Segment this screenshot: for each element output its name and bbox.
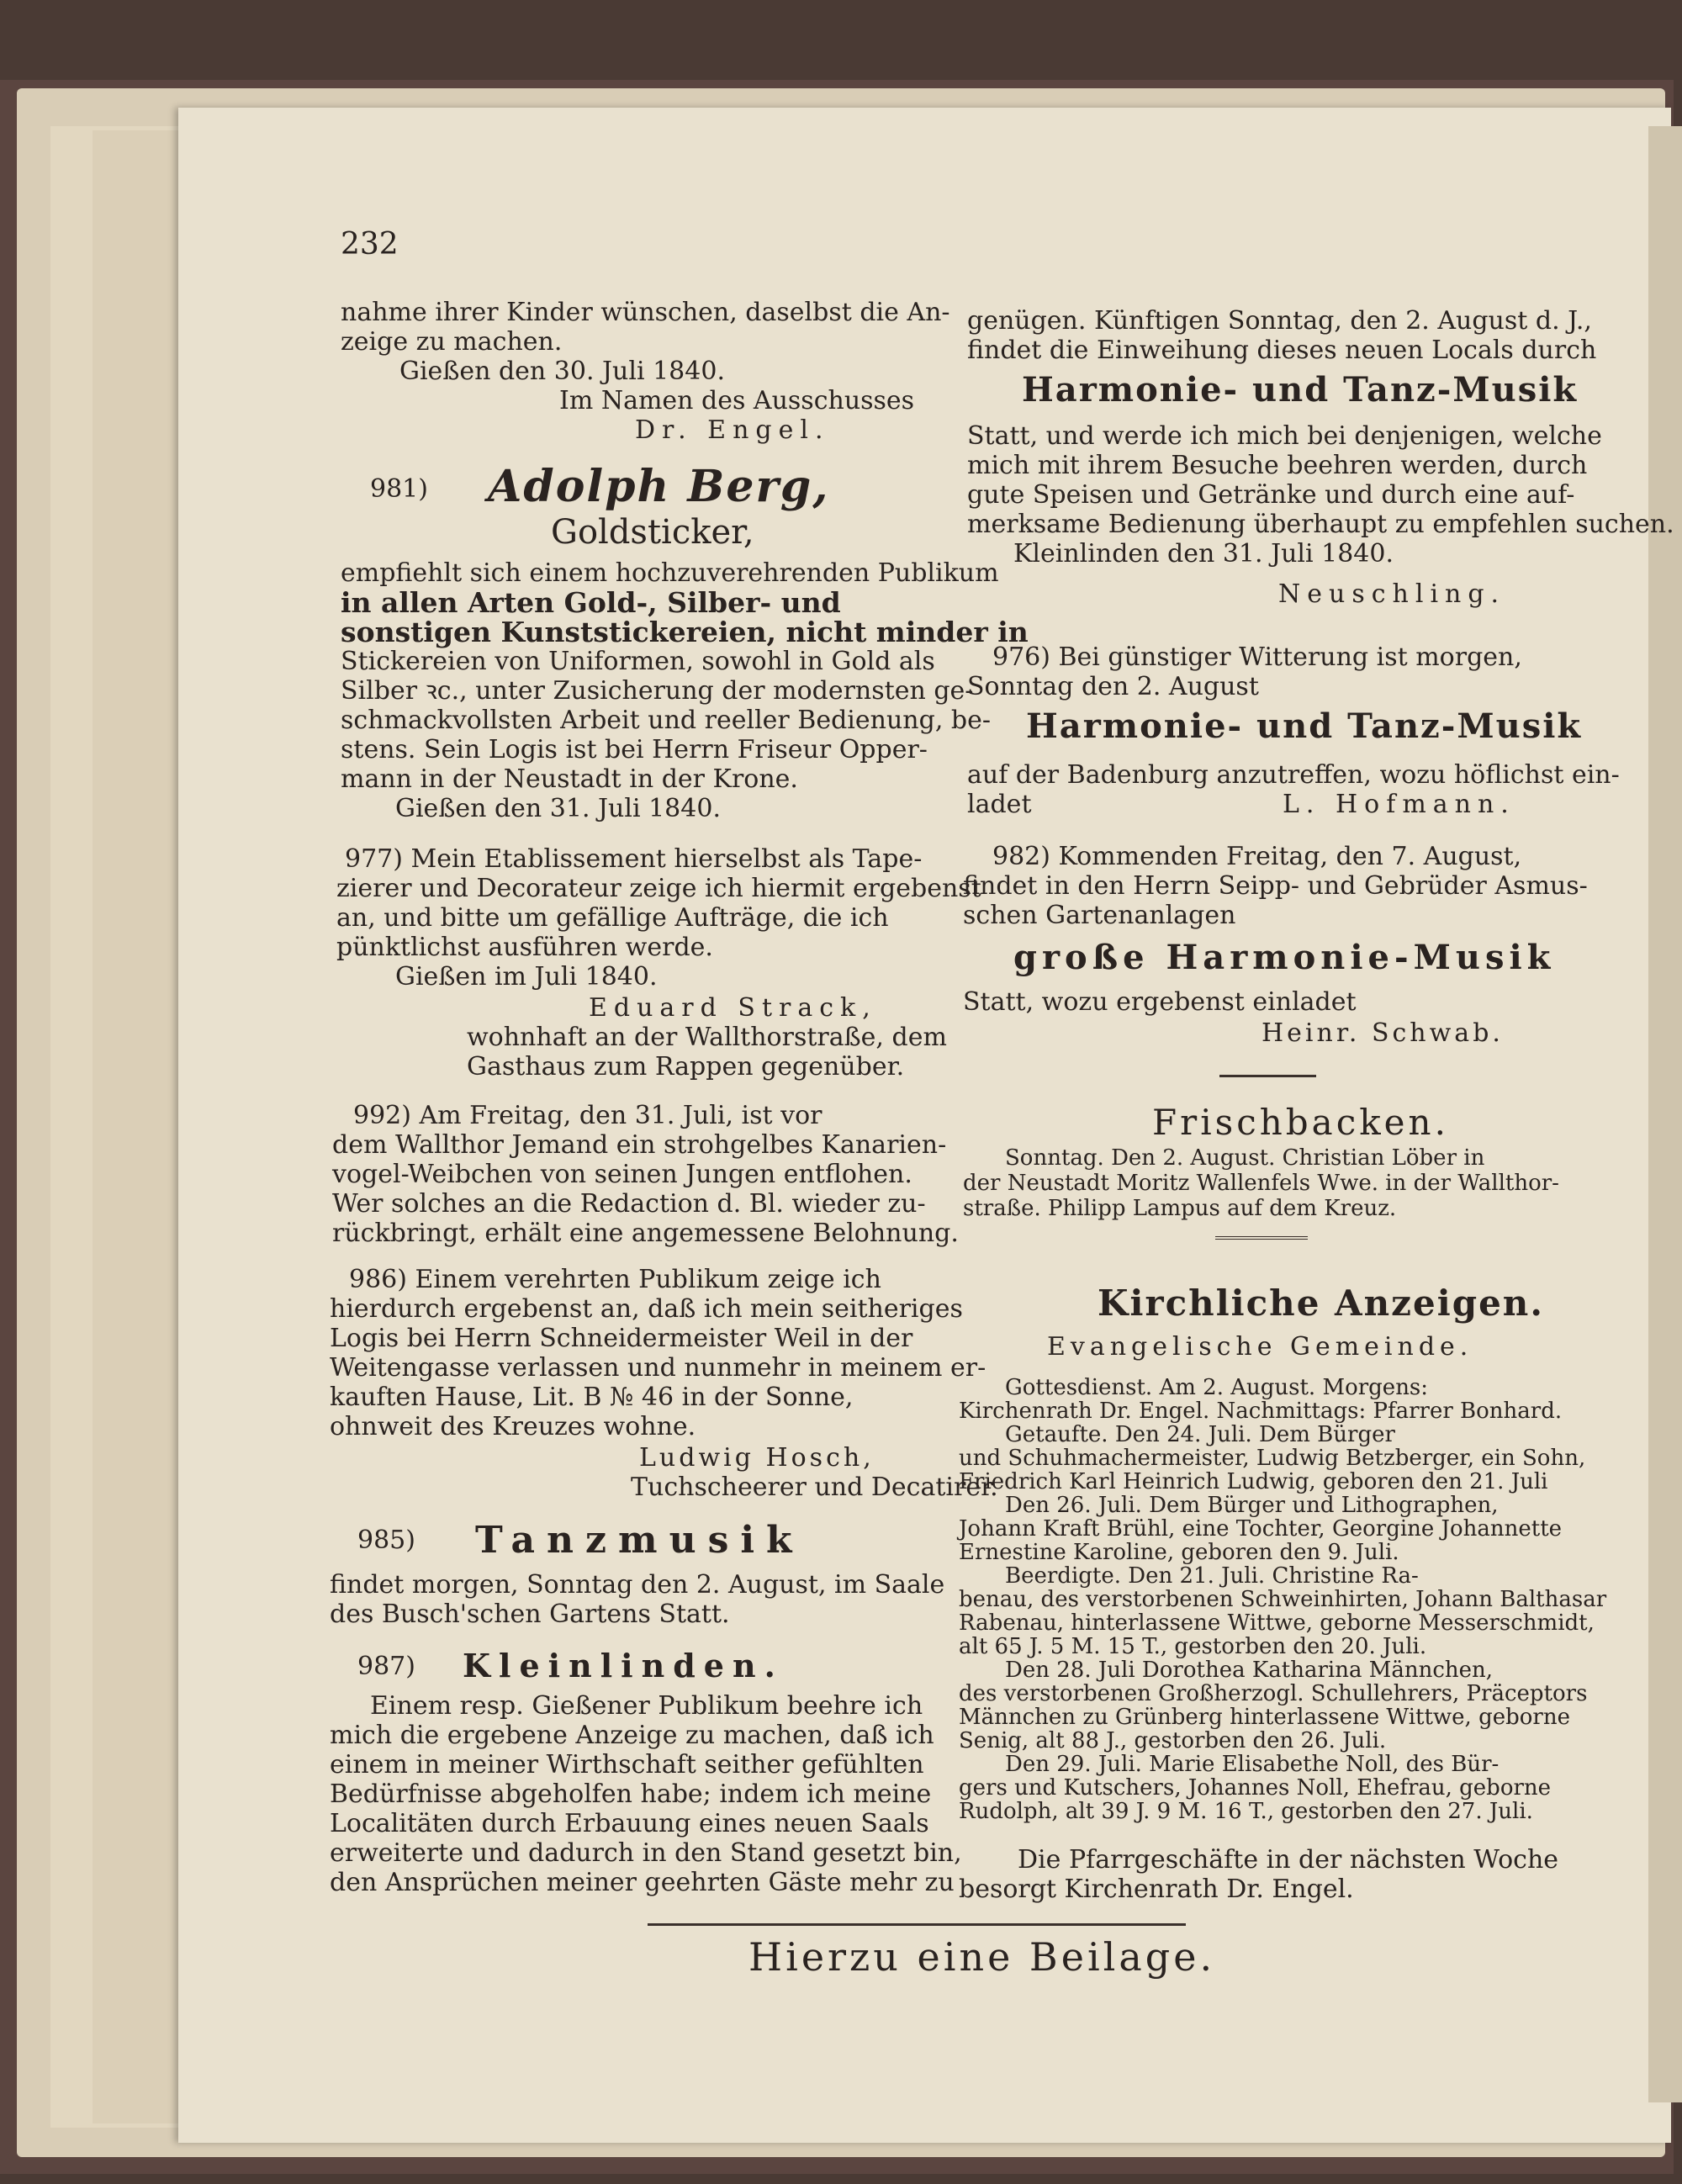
church-line: Senig, alt 88 J., gestorben den 26. Juli.	[959, 1728, 1387, 1753]
ad-987-cont-signature: Neuschling.	[1278, 579, 1506, 609]
ad-987-line: Localitäten durch Erbauung eines neuen Saals	[330, 1809, 929, 1838]
footer-divider	[648, 1923, 1186, 1926]
ad-982-heading: große Harmonie-Musik	[1013, 938, 1556, 977]
page-edge-right	[1648, 126, 1682, 2102]
ad-985-line: des Busch'schen Gartens Statt.	[330, 1600, 730, 1629]
ad-986-line: Weitengasse verlassen und nunmehr in meinem er-	[330, 1353, 986, 1383]
ad-number: 985)	[357, 1526, 415, 1555]
ad-992-line: 992) Am Freitag, den 31. Juli, ist vor	[353, 1101, 822, 1130]
ad-981-line: Stickereien von Uniformen, sowohl in Gold als	[341, 647, 935, 676]
ad-976-line: Sonntag den 2. August	[967, 672, 1259, 701]
ad-981-name: Adolph Berg,	[488, 461, 830, 512]
intro-line: nahme ihrer Kinder wünschen, daselbst die An-	[341, 298, 950, 327]
intro-signature-name: Dr. Engel.	[635, 415, 830, 445]
ad-977-signature: Eduard Strack,	[589, 993, 877, 1023]
ad-977-date: Gießen im Juli 1840.	[395, 962, 658, 992]
ad-987-cont-heading: Harmonie- und Tanz-Musik	[1022, 370, 1579, 410]
ad-987-line: einem in meiner Wirthschaft seither gefühlten	[330, 1750, 924, 1779]
ad-number: 987)	[357, 1652, 415, 1681]
church-line: Rabenau, hinterlassene Wittwe, geborne Messerschmidt,	[959, 1610, 1595, 1636]
ad-986-signature: Tuchscheerer und Decatirer.	[631, 1473, 998, 1502]
ad-987-cont-line: findet die Einweihung dieses neuen Locals durch	[967, 336, 1597, 365]
frischbacken-line: Sonntag. Den 2. August. Christian Löber in	[1005, 1145, 1485, 1171]
ad-986-line: ohnweit des Kreuzes wohne.	[330, 1412, 696, 1441]
church-line: gers und Kutschers, Johannes Noll, Ehefrau, geborne	[959, 1775, 1552, 1801]
church-line: Kirchenrath Dr. Engel. Nachmittags: Pfarrer Bonhard.	[959, 1399, 1563, 1424]
church-heading: Kirchliche Anzeigen.	[1098, 1282, 1544, 1324]
church-line: Männchen zu Grünberg hinterlassene Wittwe, geborne	[959, 1705, 1570, 1730]
ad-977-line: pünktlichst ausführen werde.	[336, 933, 713, 962]
ad-987-cont-date: Kleinlinden den 31. Juli 1840.	[1013, 539, 1394, 568]
church-closing: besorgt Kirchenrath Dr. Engel.	[959, 1875, 1354, 1904]
ad-987-line: Bedürfnisse abgeholfen habe; indem ich meine	[330, 1779, 932, 1809]
ad-987-heading: Kleinlinden.	[463, 1647, 784, 1684]
church-line: und Schuhmachermeister, Ludwig Betzberger, ein Sohn,	[959, 1446, 1586, 1471]
ad-977-line: an, und bitte um gefällige Aufträge, die ich	[336, 903, 889, 933]
ad-987-line: erweiterte und dadurch in den Stand gesetzt bin,	[330, 1838, 962, 1868]
ad-987-cont-line: mich mit ihrem Besuche beehren werden, durch	[967, 451, 1588, 480]
ad-981-title: Goldsticker,	[551, 513, 754, 552]
church-line: Ernestine Karoline, geboren den 9. Juli.	[959, 1540, 1399, 1565]
frischbacken-line: straße. Philipp Lampus auf dem Kreuz.	[963, 1196, 1397, 1221]
ad-976-heading: Harmonie- und Tanz-Musik	[1026, 706, 1583, 746]
ad-976-line: auf der Badenburg anzutreffen, wozu höflichst ein-	[967, 760, 1620, 790]
church-line: Johann Kraft Brühl, eine Tochter, Georgine Johannette	[959, 1516, 1563, 1541]
church-line: benau, des verstorbenen Schweinhirten, Johann Balthasar	[959, 1587, 1607, 1612]
intro-date: Gießen den 30. Juli 1840.	[399, 357, 725, 386]
church-line: Den 26. Juli. Dem Bürger und Lithographen,	[1005, 1493, 1499, 1518]
ad-976-signature: L. Hofmann.	[1283, 790, 1515, 819]
church-line: Den 28. Juli Dorothea Katharina Männchen,	[1005, 1658, 1494, 1683]
ad-982-signature: Heinr. Schwab.	[1262, 1018, 1504, 1048]
ad-987-line: mich die ergebene Anzeige zu machen, daß ich	[330, 1721, 934, 1750]
church-line: Friedrich Karl Heinrich Ludwig, geboren den 21. Juli	[959, 1469, 1548, 1494]
ad-977-line: zierer und Decorateur zeige ich hiermit ergebenst	[336, 874, 981, 903]
church-line: Den 29. Juli. Marie Elisabethe Noll, des Bür-	[1005, 1752, 1500, 1777]
ad-985-line: findet morgen, Sonntag den 2. August, im Saale	[330, 1570, 945, 1600]
ad-987-cont-line: merksame Bedienung überhaupt zu empfehlen suchen.	[967, 510, 1674, 539]
intro-line: zeige zu machen.	[341, 327, 563, 357]
ad-981-line: in allen Arten Gold-, Silber- und	[341, 586, 841, 619]
ad-987-cont-line: Statt, und werde ich mich bei denjenigen, welche	[967, 421, 1602, 451]
section-divider	[1215, 1236, 1308, 1240]
ad-981-line: schmackvollsten Arbeit und reeller Bedienung, be-	[341, 706, 991, 735]
ad-982-line: schen Gartenanlagen	[963, 901, 1236, 930]
church-line: Getaufte. Den 24. Juli. Dem Bürger	[1005, 1422, 1395, 1447]
church-line: Beerdigte. Den 21. Juli. Christine Ra-	[1005, 1563, 1419, 1589]
ad-981-line: sonstigen Kunststickereien, nicht minder in	[341, 616, 1029, 648]
ad-981-line: Silber ꝛc., unter Zusicherung der modernsten ge-	[341, 676, 974, 706]
ad-982-line: findet in den Herrn Seipp- und Gebrüder Asmus-	[963, 871, 1588, 901]
ad-987-line: den Ansprüchen meiner geehrten Gäste mehr zu	[330, 1868, 955, 1897]
section-divider	[1219, 1075, 1316, 1077]
frischbacken-line: der Neustadt Moritz Wallenfels Wwe. in der Wallthor-	[963, 1171, 1559, 1196]
ad-987-line: Einem resp. Gießener Publikum beehre ich	[370, 1691, 923, 1721]
ad-985-heading: Tanzmusik	[475, 1519, 804, 1562]
ad-987-cont-line: gute Speisen und Getränke und durch eine auf-	[967, 480, 1575, 510]
church-line: Gottesdienst. Am 2. August. Morgens:	[1005, 1375, 1429, 1400]
ad-number: 981)	[370, 474, 428, 504]
ad-976-line: ladet	[967, 790, 1032, 819]
ad-977-line: 977) Mein Etablissement hierselbst als Tape-	[345, 844, 923, 874]
church-line: des verstorbenen Großherzogl. Schullehrers, Präceptors	[959, 1681, 1588, 1706]
intro-signature: Im Namen des Ausschusses	[559, 386, 915, 415]
footer-supplement-note: Hierzu eine Beilage.	[748, 1934, 1216, 1980]
ad-977-signature: Gasthaus zum Rappen gegenüber.	[467, 1052, 905, 1081]
church-subheading: Evangelische Gemeinde.	[1047, 1332, 1473, 1362]
page-number: 232	[341, 227, 399, 262]
church-closing: Die Pfarrgeschäfte in der nächsten Woche	[1018, 1845, 1559, 1875]
ad-986-line: 986) Einem verehrten Publikum zeige ich	[349, 1265, 881, 1294]
frischbacken-heading: Frischbacken.	[1152, 1102, 1449, 1143]
church-line: Rudolph, alt 39 J. 9 M. 16 T., gestorben den 27. Juli.	[959, 1799, 1533, 1824]
ad-986-line: Logis bei Herrn Schneidermeister Weil in der	[330, 1324, 913, 1353]
ad-981-line: stens. Sein Logis ist bei Herrn Friseur Opper-	[341, 735, 928, 764]
ad-986-signature: Ludwig Hosch,	[639, 1443, 875, 1473]
ad-992-line: Wer solches an die Redaction d. Bl. wieder zu-	[332, 1189, 926, 1219]
ad-981-line: mann in der Neustadt in der Krone.	[341, 764, 798, 794]
ad-987-cont-line: genügen. Künftigen Sonntag, den 2. August d. J.,	[967, 306, 1592, 336]
ad-992-line: dem Wallthor Jemand ein strohgelbes Kanarien-	[332, 1130, 947, 1160]
church-line: alt 65 J. 5 M. 15 T., gestorben den 20. Juli.	[959, 1634, 1427, 1659]
ad-976-line: 976) Bei günstiger Witterung ist morgen,	[992, 643, 1522, 672]
ad-977-signature: wohnhaft an der Wallthorstraße, dem	[467, 1023, 947, 1052]
ad-982-line: 982) Kommenden Freitag, den 7. August,	[992, 842, 1522, 871]
ad-981-date: Gießen den 31. Juli 1840.	[395, 794, 721, 823]
ad-986-line: kauften Hause, Lit. B № 46 in der Sonne,	[330, 1383, 854, 1412]
ad-992-line: vogel-Weibchen von seinen Jungen entflohen.	[332, 1160, 912, 1189]
ad-981-line: empfiehlt sich einem hochzuverehrenden Publikum	[341, 558, 999, 588]
ad-982-line: Statt, wozu ergebenst einladet	[963, 987, 1357, 1017]
ad-992-line: rückbringt, erhält eine angemessene Belohnung.	[332, 1219, 959, 1248]
ad-986-line: hierdurch ergebenst an, daß ich mein seitheriges	[330, 1294, 963, 1324]
